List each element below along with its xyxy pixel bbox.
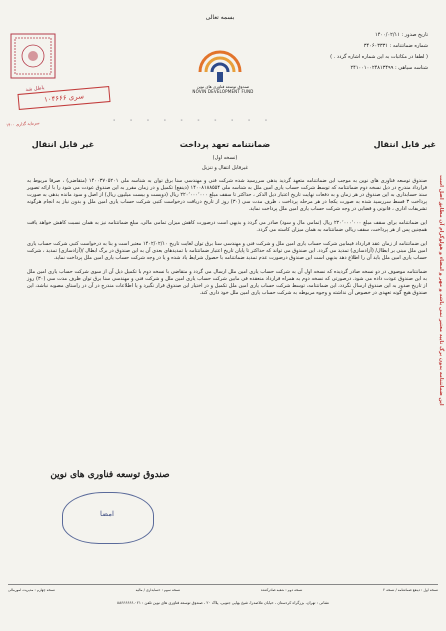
footer-divider	[8, 584, 438, 585]
non-transferable-left: غیر قابل انتقال	[31, 140, 95, 149]
document-body	[27, 178, 427, 304]
non-transferable-right: غیر قابل انتقال	[373, 140, 436, 149]
national-id: شناسه سیاهی : ۲۴۱۰۰۱۰۰۲۴۸۱۳۴۹۹	[350, 65, 428, 71]
reference-note: ( لطفا در مکاتبات به این شماره اشاره گردد . )	[330, 54, 428, 60]
paragraph: صندوق توسعه فناوری های نوین به موجب این ضمانتنامه متعهد گردید بدهی سررسید شده شرکت فنی و مهندسی سنا برق توان به شناسه ملی ۱۴۰۰۳۷۰۵۲۰۱ (متقاضی) ، صرفا مربوط به قرارداد مندرج در ذیل نسخه دوم ضمانتنامه که توسط شرکت حساب یاری امین ملل به شناسه ملی ۱۴۰۰۸۱۸۸۵۵۴ (ذینفع) تکمیل و در زمان مقرر به این صندوق عودت می شود را با ارائه تصویر سند حسابداری به این صندوق در هر زمان و به دفعات نهایت تاریخ اعتبار ذیل الذکر ، حداکثر تا سقف مبلغ ۲۲۰٬۰۰۰٬۰۰۰ ریال (دویست و بیست میلیون ریال) از اصل و سود مانده بدهی به صورت پرداخت ۳ قسط سررسید شده به صورت یکجا در هر مرحله پرداخت ، ظرف مدت سی (۳۰) روز از تاریخ دریافت درخواست کتبی شرکت حساب یاری امین ملل و بدون نیاز به انجام هرگونه تشریفات اداری ، قانونی و قضایی در وجه شرکت حساب یاری امین ملل پرداخت نماید.	[27, 178, 428, 212]
revenue-stamp-icon	[10, 33, 56, 79]
basmala: بسمه تعالی	[205, 14, 235, 21]
document-meta	[268, 30, 428, 74]
guarantee-number: شماره ضمانتنامه : ۳۴۰۶۰۳۳۳۱	[363, 43, 428, 49]
footer-address: نشانی : تهران، بزرگراه کردستان ، خیابان ملاصدرا، شیخ بهایی جنوبی، پلاک ۲۰ ، صندوق توسعه فناوری های نوین تلفن : ۰۲۱-۸۸۶۶۶۶۶۶	[117, 600, 329, 605]
document-title: ضمانتنامه تعهد پرداخت	[179, 140, 271, 149]
copy-label: (نسخه اول)	[212, 155, 238, 161]
footer-copy: نسخه سوم : حسابداری / مالیه	[135, 588, 181, 592]
signatory-org: صندوق توسعه فناوری های نوین	[50, 470, 170, 480]
non-discountable-label: غیرقابل انتقال و تنزیل	[202, 165, 248, 171]
issue-date: تاریخ صدور : ۱۴۰۰/۰۲/۱۱	[375, 32, 428, 38]
paragraph: این ضمانتنامه از زمان عقد قرارداد فیمابین شرکت حساب یاری امین ملل و شرکت فنی و مهندسی سنا برق توان لغایت تاریخ ۱۴۰۲/۰۲/۱۰ معتبر است و بنا به درخواست کتبی شرکت حساب یاری امین ملل مبنی بر ابطال/ (آزادسازی) تمدید می گردد. این صندوق می تواند که حداکثر تا پایان تاریخ اعتبار ضمانتنامه با تمدیدهای بعدی آن به این صندوق در برگ ابطال /(آزادسازی) تمدید ، شرکت حساب یاری امین ملل باید آن را اطلاع دهد بدیهی است این صندوق درصورت عدم تمدید ضمانتنامه با حصول شرایط یاد شده و یا در وجه شرکت حساب یاری امین ملل پرداخت نماید.	[27, 241, 428, 261]
vertical-warning: این ضمانتنامه بدون برگ تایید معتبر نمی باشد و مهر و امضاء و هولوگرام آن مطابق اصل است	[438, 174, 444, 406]
footer-copy: نسخه دوم : شعبه صادرکننده	[260, 588, 303, 592]
serial-stamp: ۱۰۴۶۶۶ سری	[17, 86, 110, 110]
logo-text: صندوق توسعه فناوری های نوین NOVIN DEVELOPMENT FUND	[192, 84, 254, 94]
void-stamp: باطل شد	[25, 85, 45, 93]
paragraph: ضمانتنامه موصوف در دو نسخه صادر گردیده که نسخه اول آن به شرکت حساب یاری امین ملل ارسال می گردد و متقاضی با نسخه دوم با تکمیل ذیل آن از سوی شرکت حساب یاری امین ملل به این صندوق عودت داده می شود. درصورتی که نسخه دوم به همراه قرارداد منعقده فی مابین شرکت حساب یاری امین ملل و شرکت فنی و مهندسی سنا برق توان ظرف مدت سی (۳۰) روز از تاریخ صدور به این صندوق ارسال نگردد، این ضمانتنامه، توسط شرکت حساب یاری امین ملل تکمیل و در اختیار این صندوق قرار نگیرد و یا اطلاعات مندرج در آن در راستای مصوبه نباشد، این صندوق هیچ گونه تعهدی در خصوص آن نداشته و وجوه مربوطه به شرکت حساب یاری امین ملل خود داری کند.	[27, 269, 427, 296]
footer-copies	[8, 588, 438, 592]
side-stamp: ۱۴۰۰ سرمایه گذاری	[5, 120, 40, 128]
grey-serial: ۰ ۰ ۰ ۰ ۰ ۰ ۰ ۰ ۰ ۰	[110, 112, 271, 128]
signature: امضا	[100, 510, 114, 518]
paragraph: این ضمانتنامه برای سقف مبلغ ۲۲۰٬۰۰۰٬۰۰۰ ریال (تمامی مال و سود) صادر می گردد و بدیهی است درصورت کاهش میزان تمامی مالی، مبلغ ضمانتنامه نیز به همان نسبت کاهش خواهد یافت همچنین پس از هر پرداخت، سقف ریالی ضمانتنامه به همان میزان کاسته می گردد.	[27, 220, 427, 233]
footer-copy: نسخه چهارم : مدیریت امورمالی	[8, 588, 55, 592]
signature-stamp-icon	[62, 492, 154, 544]
footer-copy: نسخه اول : ذینفع ضمانتنامه / نسخه ۲	[383, 588, 438, 592]
